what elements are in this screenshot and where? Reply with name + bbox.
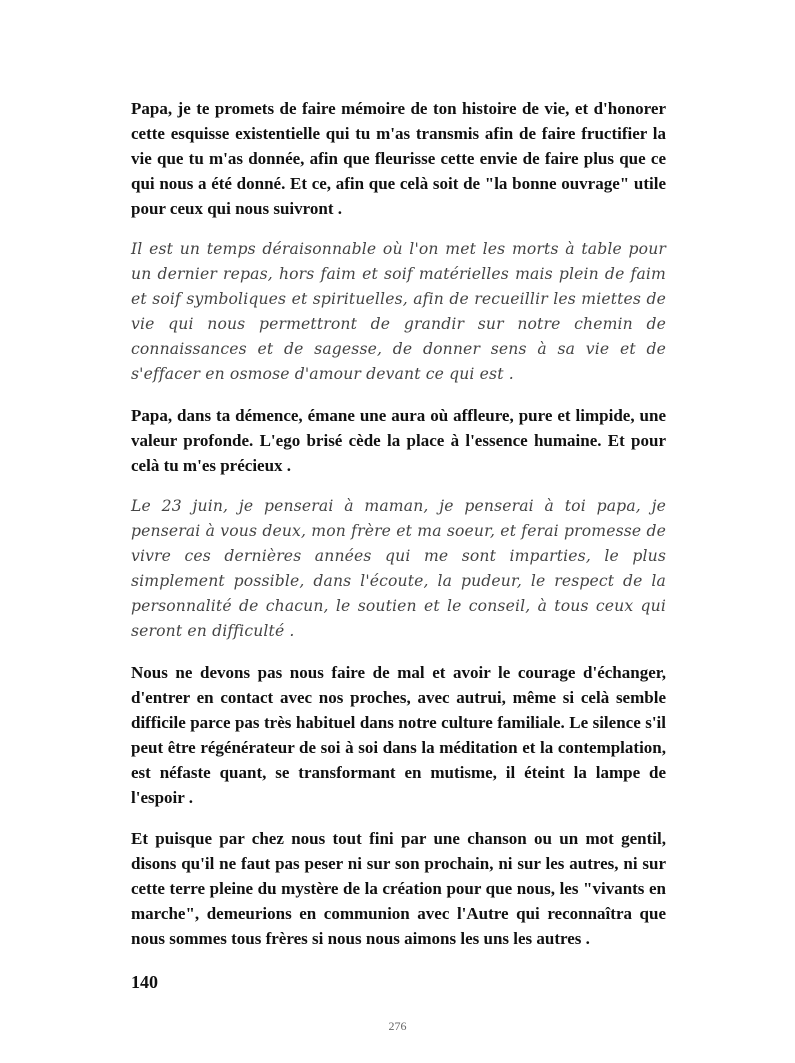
paragraph-courage: Nous ne devons pas nous faire de mal et avoir le courage d'échanger, d'entrer en contact avec nos proches, avec autrui, même si celà semble difficile parce pas très habituel dans notre culture familiale. Le silence s'il peut être régénérateur de soi à soi dans la méditation et la contemplation, est néfaste quant, se transformant en mutisme, il éteint la lampe de l'espoir .	[131, 663, 666, 807]
quote-paragraph-unreasonable-time: Il est un temps déraisonnable où l'on met les morts à table pour un dernier repas, hors faim et soif matérielles mais plein de faim et soif symboliques et spirituelles, afin de recueillir les miettes de vie qui nous permettront de grandir sur notre chemin de connaissances et de sagesse, de donner sens à sa vie et de s'effacer en osmose d'amour devant ce qui est .	[131, 240, 666, 383]
paragraph-promise: Papa, je te promets de faire mémoire de ton histoire de vie, et d'honorer cette esquisse existentielle qui tu m'as transmis afin de faire fructifier la vie que tu m'as donnée, afin que fleurisse cette envie de faire plus que ce qui nous a été donné. Et ce, afin que celà soit de "la bonne ouvrage" utile pour ceux qui nous suivront .	[131, 99, 666, 218]
paragraph-dementia: Papa, dans ta démence, émane une aura où affleure, pure et limpide, une valeur profonde. L'ego brisé cède la place à l'essence humaine. Et pour celà tu m'es précieux .	[131, 406, 666, 475]
paragraph-song: Et puisque par chez nous tout fini par une chanson ou un mot gentil, disons qu'il ne faut pas peser ni sur son prochain, ni sur les autres, ni sur cette terre pleine du mystère de la création pour que nous, les "vivants en marche", demeurions en communion avec l'Autre qui reconnaîtra que nous sommes tous frères si nous nous aimons les uns les autres .	[131, 829, 666, 948]
document-body	[131, 96, 666, 951]
quote-paragraph-june-23: Le 23 juin, je penserai à maman, je penserai à toi papa, je penserai à vous deux, mon frère et ma soeur, et ferai promesse de vivre ces dernières années qui me sont imparties, le plus simplement possible, dans l'écoute, la pudeur, le respect de la personnalité de chacun, le soutien et le conseil, à tous ceux qui seront en difficulté .	[131, 497, 666, 640]
pdf-page-number: 276	[388, 1019, 407, 1033]
book-page-number: 140	[131, 972, 158, 992]
